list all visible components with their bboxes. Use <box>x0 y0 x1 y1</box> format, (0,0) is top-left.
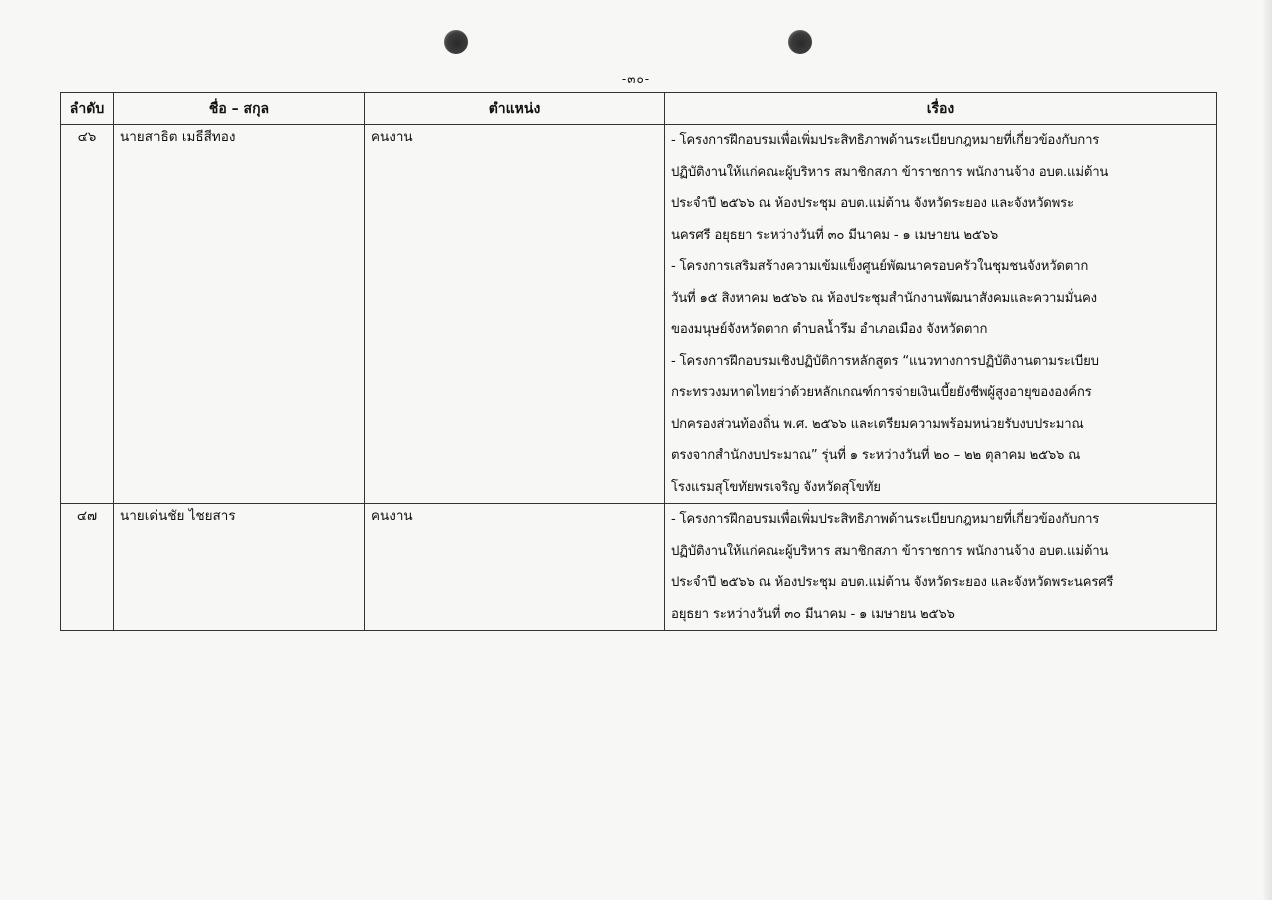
person-name: นายสาธิต เมธีสีทอง <box>114 125 365 504</box>
subject-line: กระทรวงมหาดไทยว่าด้วยหลักเกณฑ์การจ่ายเงินเบี้ยยังชีพผู้สูงอายุขององค์กร <box>671 385 1092 400</box>
person-position: คนงาน <box>365 504 665 631</box>
subject-line: อยุธยา ระหว่างวันที่ ๓๐ มีนาคม - ๑ เมษายน ๒๕๖๖ <box>671 606 955 622</box>
subject-line: ปกครองส่วนท้องถิ่น พ.ศ. ๒๕๖๖ และเตรียมความพร้อมหน่วยรับงบประมาณ <box>671 416 1084 432</box>
punch-hole-right <box>788 30 812 54</box>
header-subject: เรื่อง <box>665 93 1217 125</box>
table-header-row <box>61 93 1217 125</box>
subject-line: ปฏิบัติงานให้แก่คณะผู้บริหาร สมาชิกสภา ข้าราชการ พนักงานจ้าง อบต.แม่ต้าน <box>671 164 1109 180</box>
subject-line: วันที่ ๑๕ สิงหาคม ๒๕๖๖ ณ ห้องประชุมสำนักงานพัฒนาสังคมและความมั่นคง <box>671 290 1097 306</box>
subject-line: ประจำปี ๒๕๖๖ ณ ห้องประชุม อบต.แม่ต้าน จังหวัดระยอง และจังหวัดพระนครศรี <box>671 575 1114 590</box>
subject-line: ตรงจากสำนักงบประมาณ” รุ่นที่ ๑ ระหว่างวันที่ ๒๐ – ๒๒ ตุลาคม ๒๕๖๖ ณ <box>671 448 1081 463</box>
subject-line: - โครงการเสริมสร้างความเข้มแข็งศูนย์พัฒนาครอบครัวในชุมชนจังหวัดตาก <box>671 259 1089 274</box>
header-position: ตำแหน่ง <box>365 93 665 125</box>
page-edge-shadow <box>1262 0 1272 900</box>
subject-line: - โครงการฝึกอบรมเพื่อเพิ่มประสิทธิภาพด้านระเบียบกฎหมายที่เกี่ยวข้องกับการ <box>671 512 1100 527</box>
header-name: ชื่อ – สกุล <box>114 93 365 125</box>
subject-line: ของมนุษย์จังหวัดตาก ตำบลน้ำรึม อำเภอเมือง จังหวัดตาก <box>671 322 988 337</box>
page-number: -๓๐- <box>621 72 651 86</box>
subject-line: - โครงการฝึกอบรมเชิงปฏิบัติการหลักสูตร “แนวทางการปฏิบัติงานตามระเบียบ <box>671 353 1099 369</box>
row-number: ๔๖ <box>61 125 114 504</box>
person-name: นายเด่นชัย ไชยสาร <box>114 504 365 631</box>
table-row <box>61 125 1217 504</box>
subject-line: ปฏิบัติงานให้แก่คณะผู้บริหาร สมาชิกสภา ข้าราชการ พนักงานจ้าง อบต.แม่ต้าน <box>671 543 1109 559</box>
person-position: คนงาน <box>365 125 665 504</box>
training-subjects <box>665 125 1217 504</box>
row-number: ๔๗ <box>61 504 114 631</box>
subject-line: นครศรี อยุธยา ระหว่างวันที่ ๓๐ มีนาคม - ๑ เมษายน ๒๕๖๖ <box>671 227 999 243</box>
training-subjects <box>665 504 1217 631</box>
table-row <box>61 504 1217 631</box>
punch-hole-left <box>444 30 468 54</box>
subject-line: โรงแรมสุโขทัยพรเจริญ จังหวัดสุโขทัย <box>671 479 881 495</box>
subject-line: ประจำปี ๒๕๖๖ ณ ห้องประชุม อบต.แม่ต้าน จังหวัดระยอง และจังหวัดพระ <box>671 196 1074 211</box>
subject-line: - โครงการฝึกอบรมเพื่อเพิ่มประสิทธิภาพด้านระเบียบกฎหมายที่เกี่ยวข้องกับการ <box>671 133 1100 148</box>
training-records-table <box>60 92 1217 631</box>
header-no: ลำดับ <box>61 93 114 125</box>
